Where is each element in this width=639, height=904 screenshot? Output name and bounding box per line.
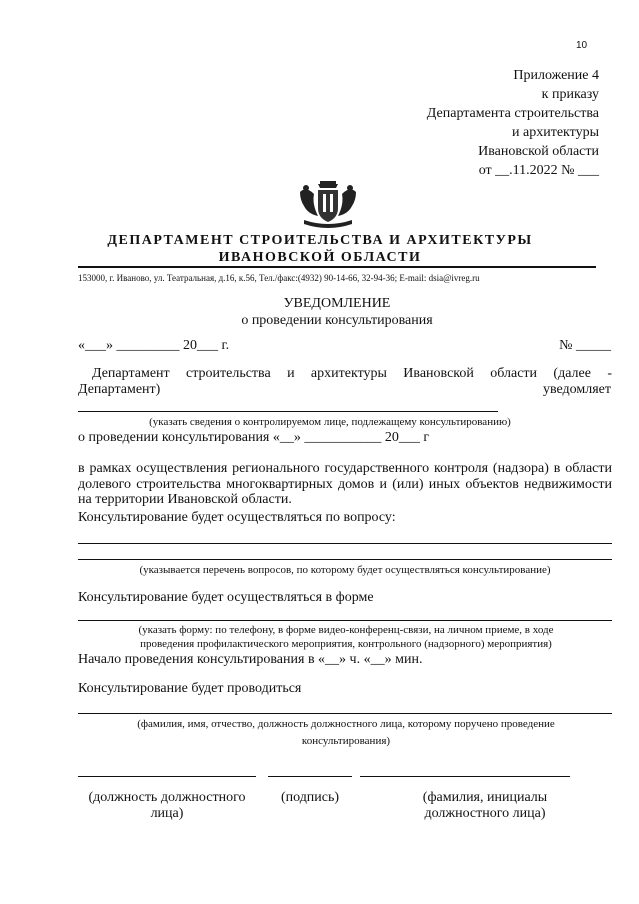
name-caption: (фамилия, инициалы [422,790,548,805]
question-field-line [78,543,612,544]
name-line [360,776,570,777]
department-address: 153000, г. Иваново, ул. Театральная, д.16, к.56, Тел./факс:(4932) 90-14-66, 32-94-36; E-mail: dsia@ivreg.ru [78,273,480,283]
department-name: ДЕПАРТАМЕНТ СТРОИТЕЛЬСТВА И АРХИТЕКТУРЫ [107,233,533,248]
appendix-line: Приложение 4 [513,68,599,83]
official-field-line [78,713,612,714]
appendix-line: и архитектуры [512,125,599,140]
start-time: Начало проведения консультирования в «__» ч. «__» мин. [78,652,423,667]
appendix-line: Департамента строительства [426,106,599,121]
hint-form-cont: проведения профилактического мероприятия, контрольного (надзорного) мероприятия) [140,638,552,650]
name-caption-cont: должностного лица) [424,806,546,821]
position-line [78,776,256,777]
hint-official: (фамилия, имя, отчество, должность должностного лица, которому поручено проведение [137,718,555,730]
appendix-block [339,66,599,180]
coat-of-arms-icon [296,178,360,232]
hint-questions: (указывается перечень вопросов, по которому будет осуществляться консультирование) [139,564,551,576]
entity-field-line [78,411,498,412]
form-label: Консультирование будет осуществляться в форме [78,590,374,605]
hint-official-cont: консультирования) [301,735,391,747]
paragraph-intro-cont: Департамент) [78,382,161,397]
appendix-line: от __.11.2022 № ___ [478,163,599,178]
header-divider [78,266,596,268]
appendix-line: Ивановской области [478,144,599,159]
consultation-date: о проведении консультирования «__» ___________ 20___ г [78,430,430,445]
form-field-line [78,620,612,621]
hint-form: (указать форму: по телефону, в форме видео-конференц-связи, на личном приеме, в ходе [138,624,554,636]
position-caption: (должность должностного [88,790,246,805]
paragraph-scope: в рамках осуществления регионального государственного контроля (надзора) в области долевого строительства многоквартирных домов и (или) иных объектов недвижимости на территории Ивановской области. [78,461,612,507]
paragraph-intro-verb: уведомляет [542,382,611,397]
position-caption-cont: лица) [150,806,184,821]
appendix-line: к приказу [541,87,599,102]
signature-caption: (подпись) [280,790,340,805]
question-field-line-2 [78,559,612,560]
conduct-label: Консультирование будет проводиться [78,681,302,696]
department-region: ИВАНОВСКОЙ ОБЛАСТИ [218,250,422,265]
page-number: 10 [576,40,588,51]
notice-date: «___» _________ 20___ г. [78,338,230,353]
paragraph-intro: Департамент строительства и архитектуры Ивановской области (далее - [92,366,612,381]
notice-number: № _____ [559,338,611,353]
notice-title: УВЕДОМЛЕНИЕ [283,296,391,311]
hint-entity: (указать сведения о контролируемом лице, подлежащему консультированию) [149,416,511,428]
notice-subtitle: о проведении консультирования [241,313,433,328]
question-label: Консультирование будет осуществляться по вопросу: [78,510,396,525]
signature-line [268,776,352,777]
